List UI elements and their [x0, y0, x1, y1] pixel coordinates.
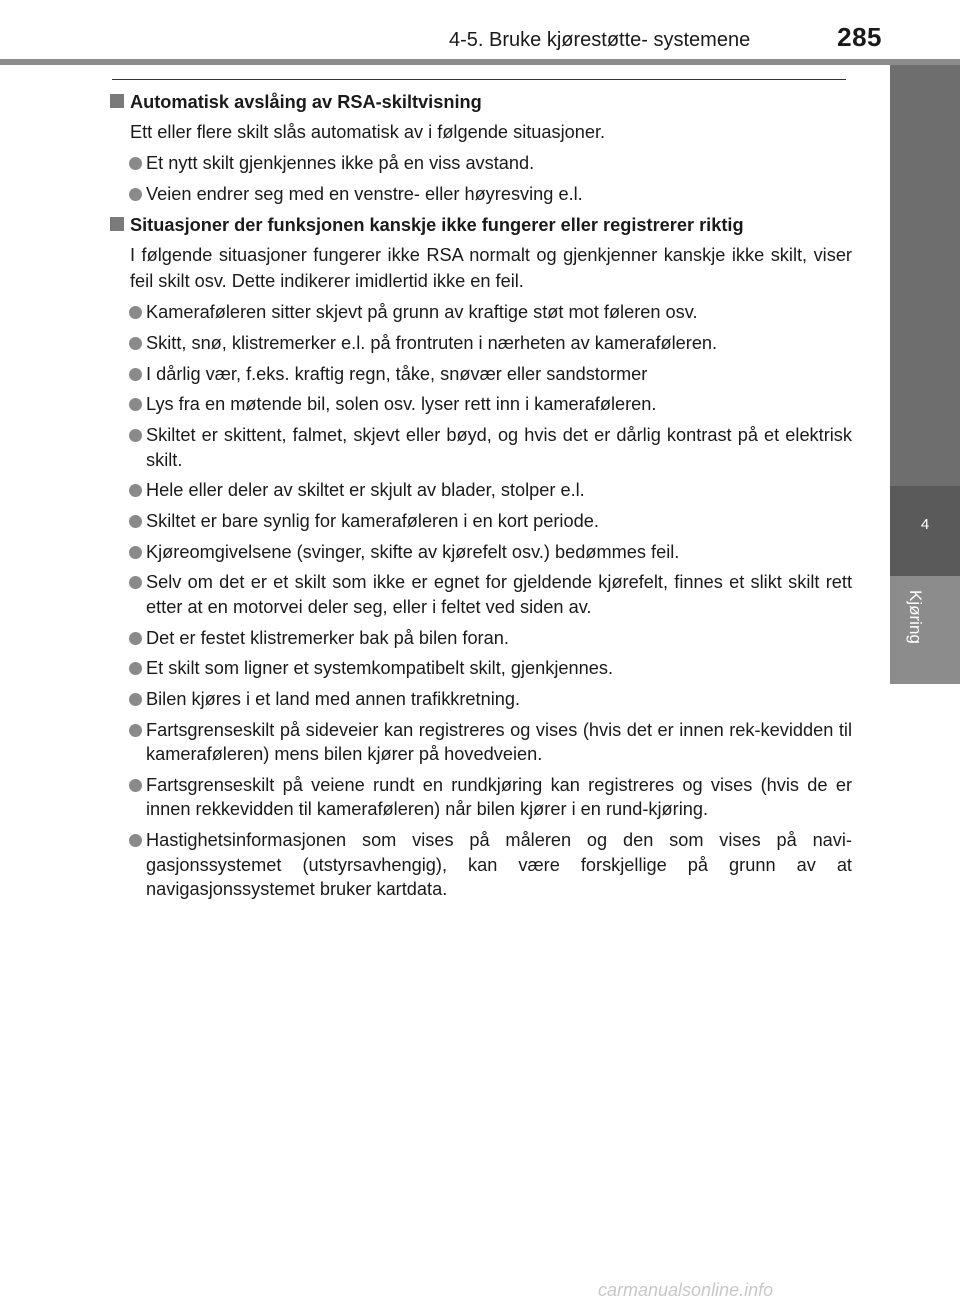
section-heading: [110, 89, 852, 115]
round-bullet-icon: [129, 576, 142, 589]
list-item-text: Kameraføleren sitter skjevt på grunn av kraftige støt mot føleren osv.: [146, 302, 698, 323]
list-item: [110, 392, 852, 417]
round-bullet-icon: [129, 157, 142, 170]
watermark: carmanualsonline.info: [598, 1280, 774, 1300]
list-item-text: Hele eller deler av skiltet er skjult av blader, stolper e.l.: [146, 480, 585, 501]
list-item: [110, 540, 852, 565]
square-bullet-icon: [110, 94, 124, 108]
bullet-list: [110, 151, 852, 206]
section-auto-off: [110, 89, 852, 206]
list-item: [110, 687, 852, 712]
round-bullet-icon: [129, 188, 142, 201]
list-item-text: Hastighetsinformasjonen som vises på måleren og den som vises på navi-gasjonssystemet (utstyrsavhengig), kan være forskjellige på grunn av at navigasjonssystemet bruker kartdata.: [146, 830, 852, 899]
list-item-text: Skiltet er bare synlig for kameraføleren i en kort periode.: [146, 511, 599, 531]
list-item: [110, 626, 852, 651]
bullet-list: [110, 300, 852, 901]
round-bullet-icon: [129, 632, 142, 645]
side-tab-top: [890, 65, 960, 486]
header-rule: [0, 59, 960, 65]
square-bullet-icon: [110, 217, 124, 231]
list-item: [110, 331, 852, 356]
page-content: [110, 89, 852, 908]
list-item-text: Bilen kjøres i et land med annen trafikkretning.: [146, 688, 521, 709]
list-item-text: Det er festet klistremerker bak på bilen foran.: [146, 627, 509, 648]
list-item-text: Veien endrer seg med en venstre- eller høyresving e.l.: [146, 183, 583, 204]
side-tab-chapter-number: 4: [920, 516, 930, 533]
page-number: 285: [837, 22, 882, 52]
round-bullet-icon: [129, 337, 142, 350]
section-heading-text: Automatisk avslåing av RSA-skiltvisning: [130, 92, 482, 112]
section-heading-text: Situasjoner der funksjonen kanskje ikke fungerer eller registrerer riktig: [130, 215, 744, 236]
list-item: [110, 828, 852, 902]
page-header: [0, 0, 960, 58]
chapter-title: 4-5. Bruke kjørestøtte- systemene: [449, 29, 751, 51]
list-item-text: Skitt, snø, klistremerker e.l. på frontruten i nærheten av kameraføleren.: [146, 333, 718, 354]
list-item-text: Lys fra en møtende bil, solen osv. lyser rett inn i kameraføleren.: [146, 394, 657, 415]
list-item: [110, 478, 852, 503]
list-item-text: Et skilt som ligner et systemkompatibelt skilt, gjenkjennes.: [146, 658, 613, 679]
list-item: [110, 773, 852, 822]
list-item: [110, 423, 852, 472]
section-limitations: [110, 212, 852, 901]
list-item-text: Selv om det er et skilt som ikke er egnet for gjeldende kjørefelt, finnes et slikt skilt rett etter at en motorvei deler seg, eller i feltet ved siden av.: [146, 572, 852, 617]
list-item: [110, 362, 852, 387]
round-bullet-icon: [129, 515, 142, 528]
list-item-text: I dårlig vær, f.eks. kraftig regn, tåke, snøvær eller sandstormer: [146, 363, 648, 384]
section-heading: [110, 212, 852, 238]
round-bullet-icon: [129, 662, 142, 675]
list-item: [110, 509, 852, 534]
list-item: [110, 182, 852, 207]
round-bullet-icon: [129, 693, 142, 706]
list-item: [110, 300, 852, 325]
round-bullet-icon: [129, 724, 142, 737]
side-tab-chapter-label: Kjøring: [906, 590, 925, 644]
section-intro: Ett eller flere skilt slås automatisk av i følgende situasjoner.: [130, 122, 606, 142]
round-bullet-icon: [129, 429, 142, 442]
list-item-text: Fartsgrenseskilt på veiene rundt en rundkjøring kan registreres og vises (hvis de er innen rekkevidden til kameraføleren) når bilen kjører i en rund-kjøring.: [146, 774, 852, 820]
round-bullet-icon: [129, 484, 142, 497]
list-item-text: Kjøreomgivelsene (svinger, skifte av kjørefelt osv.) bedømmes feil.: [146, 541, 680, 562]
list-item: [110, 570, 852, 619]
round-bullet-icon: [129, 306, 142, 319]
list-item-text: Skiltet er skittent, falmet, skjevt eller bøyd, og hvis det er dårlig kontrast på et elektrisk skilt.: [146, 425, 852, 470]
list-item: [110, 718, 852, 767]
list-item: [110, 656, 852, 681]
list-item-text: Et nytt skilt gjenkjennes ikke på en viss avstand.: [146, 153, 535, 173]
round-bullet-icon: [129, 834, 142, 847]
round-bullet-icon: [129, 368, 142, 381]
section-intro: I følgende situasjoner fungerer ikke RSA normalt og gjenkjenner kanskje ikke skilt, viser feil skilt osv. Dette indikerer imidlertid ikke en feil.: [130, 245, 852, 292]
round-bullet-icon: [129, 779, 142, 792]
round-bullet-icon: [129, 546, 142, 559]
content-top-rule: [112, 79, 846, 80]
list-item: [110, 151, 852, 176]
round-bullet-icon: [129, 398, 142, 411]
list-item-text: Fartsgrenseskilt på sideveier kan registreres og vises (hvis det er innen rek-kevidden til kameraføleren) mens bilen kjører på hovedveien.: [146, 719, 852, 765]
